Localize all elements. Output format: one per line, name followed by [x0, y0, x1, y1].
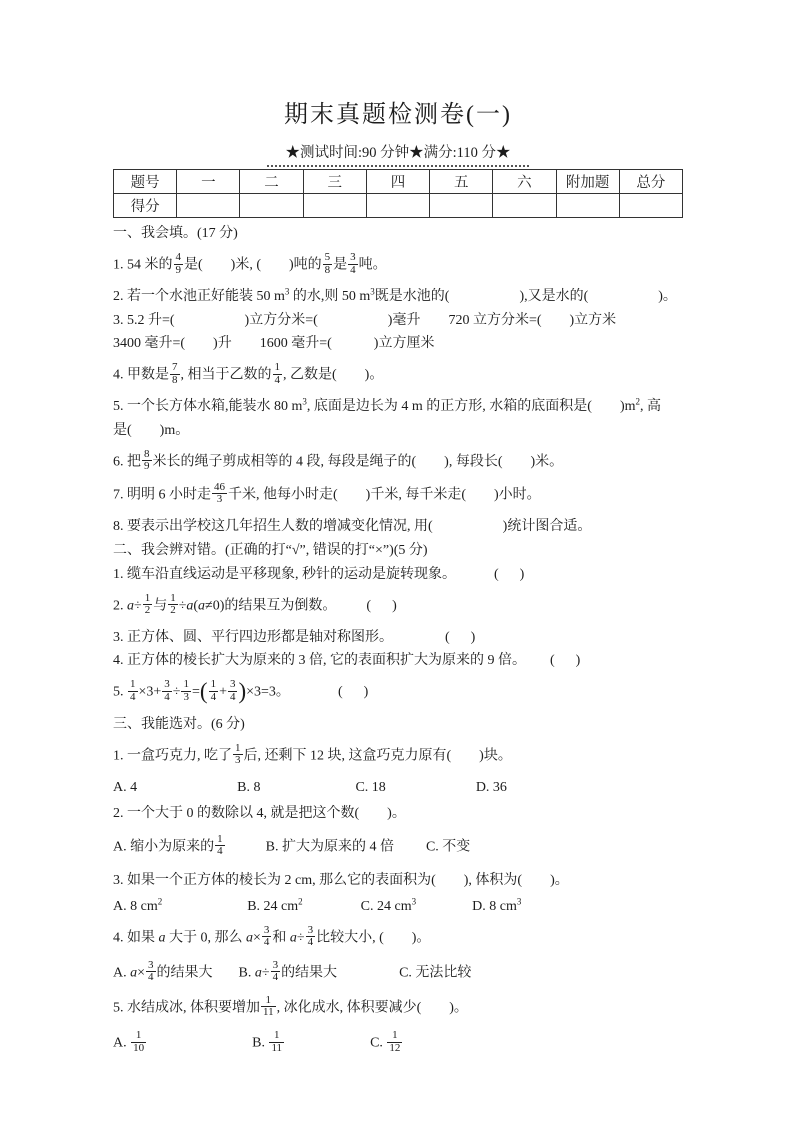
score-table-header-cell-4: 四: [366, 170, 429, 194]
spacer: [260, 790, 355, 791]
sec2-q2: 2. a÷ $\frac{1}{2}$ 与 $\frac{1}{2}$ ÷a(a≠0)的结果互为倒数。 ( ): [113, 591, 397, 617]
spacer: [394, 849, 426, 850]
variable: a: [130, 965, 138, 981]
variable: a: [289, 930, 297, 946]
sec2-q5: 5. $\frac{1}{4}$ ×3+ $\frac{3}{4}$ ÷ $\frac{1}{3}$ =( $\frac{1}{4}$ + $\frac{3}{4}$ )×3=3。 ( ): [113, 678, 369, 704]
fraction: $\frac{1}{10}$: [133, 1029, 145, 1054]
superscript: 2: [635, 396, 640, 407]
fraction: $\frac{1}{4}$: [210, 678, 217, 704]
fraction: $\frac{3}{4}$: [350, 251, 356, 276]
sec1-q2: 2. 若一个水池正好能装 50 $m^3$ 的水,则 50 $m^3$既是水池的( ),又是水的( )。: [113, 286, 677, 305]
variable: a: [186, 598, 194, 614]
big-paren: (: [199, 678, 208, 704]
exam-body: [113, 223, 683, 1055]
spacer: [303, 909, 361, 910]
score-table-header-cell-0: 题号: [114, 170, 177, 194]
score-cell-empty-8: [619, 194, 682, 218]
sec3-q4: 4. 如果 a 大于 0, 那么 a× $\frac{3}{4}$ 和 a÷ $\frac{3}{4}$ 比较大小, ( )。: [113, 923, 431, 949]
superscript: 3: [370, 286, 375, 297]
exam-meta-row: [113, 141, 683, 167]
superscript: 3: [411, 896, 417, 907]
fraction: $\frac{3}{4}$: [272, 958, 279, 984]
sec3-q3: 3. 如果一个正方体的棱长为 2 cm, 那么它的表面积为( ), 体积为( )。: [113, 872, 569, 888]
superscript: 3: [284, 286, 290, 297]
spacer: [147, 1045, 252, 1046]
spacer: [226, 849, 266, 850]
superscript: 3: [302, 396, 307, 407]
variable: a: [198, 598, 206, 614]
fraction: $\frac{1}{2}$: [170, 591, 176, 617]
sec3-q3-options: A. 8 $cm^2$ B. 24 $cm^2$ C. 24 $cm^3$ D. 8 $cm^3$: [113, 896, 522, 914]
sec1-q7: 7. 明明 6 小时走 $\frac{46}{3}$ 千米, 他每小时走( )千米, 每千米走( )小时。: [113, 480, 541, 506]
fraction: $\frac{1}{2}$: [144, 591, 151, 617]
sec3-q1: 1. 一盒巧克力, 吃了 $\frac{1}{3}$ 后, 还剩下 12 块, 这盒巧克力原有( )块。: [113, 741, 512, 767]
fraction: $\frac{3}{4}$: [307, 923, 314, 949]
spacer: [416, 909, 472, 910]
sec1-q5-line2: 是( )m。: [113, 422, 190, 438]
fraction: $\frac{46}{3}$: [214, 480, 225, 506]
spacer: [456, 577, 494, 578]
spacer: [393, 640, 445, 641]
superscript: 2: [298, 896, 303, 907]
fraction: $\frac{1}{3}$: [235, 741, 241, 767]
sec2-q3: 3. 正方体、圆、平行四边形都是轴对称图形。 ( ): [113, 629, 476, 645]
fraction: $\frac{3}{4}$: [164, 678, 170, 704]
score-cell-empty-6: [493, 194, 556, 218]
sec3-q2-options: A. 缩小为原来的 $\frac{1}{4}$ B. 扩大为原来的 4 倍 C. 不变: [113, 832, 471, 858]
score-cell-empty-5: [430, 194, 493, 218]
fraction: $\frac{3}{4}$: [229, 678, 236, 704]
score-table-header-cell-5: 五: [430, 170, 493, 194]
fraction: $\frac{3}{4}$: [148, 958, 154, 984]
fraction: $\frac{8}{9}$: [144, 447, 150, 473]
fraction: $\frac{7}{8}$: [172, 361, 178, 386]
variable: a: [246, 930, 253, 946]
page-title: 期末真题检测卷(一): [284, 102, 512, 128]
fraction: $\frac{1}{4}$: [274, 361, 280, 386]
sec2-q4: 4. 正方体的棱长扩大为原来的 3 倍, 它的表面积扩大为原来的 9 倍。 ( ): [113, 653, 581, 669]
score-table-header-cell-6: 六: [493, 170, 556, 194]
big-paren: ): [238, 678, 247, 704]
superscript: 3: [516, 896, 522, 907]
sec2-heading: 二、我会辨对错。(正确的打“√”, 错误的打“×”)(5 分): [113, 542, 428, 558]
score-table-header-cell-8: 总分: [619, 170, 682, 194]
fraction: $\frac{1}{4}$: [217, 832, 223, 858]
spacer: [337, 975, 399, 976]
score-table-header-row: [114, 170, 683, 194]
spacer: [386, 790, 476, 791]
spacer: [526, 663, 550, 664]
sec1-q3-line2: 3400 毫升=( )升 1600 毫升=( )立方厘米: [113, 336, 435, 352]
score-table-header-cell-3: 三: [303, 170, 366, 194]
score-cell-empty-4: [366, 194, 429, 218]
spacer: [162, 909, 247, 910]
score-cell-empty-2: [240, 194, 303, 218]
fraction: $\frac{1}{11}$: [271, 1029, 283, 1054]
sec1-q3-line1: 3. 5.2 升=( )立方分米=( )毫升 720 立方分米=( )立方米: [113, 312, 617, 328]
score-table-header-cell-1: 一: [177, 170, 240, 194]
score-cell-empty-3: [303, 194, 366, 218]
sec2-q1: 1. 缆车沿直线运动是平移现象, 秒针的运动是旋转现象。 ( ): [113, 566, 525, 582]
fraction: $\frac{3}{4}$: [263, 923, 270, 949]
exam-meta: ★测试时间:90 分钟★满分:110 分★: [267, 141, 528, 167]
sec3-q5-options: A. $\frac{1}{10}$ B. $\frac{1}{11}$ C. $\frac{1}{12}$: [113, 1031, 683, 1055]
spacer: [290, 695, 338, 696]
score-table: [113, 169, 683, 218]
sec1-q1: 1. 54 米的 $\frac{4}{9}$ 是( )米, ( )吨的 $\frac{5}{8}$ 是 $\frac{3}{4}$ 吨。: [113, 251, 387, 276]
score-table-score-row: [114, 194, 683, 218]
sec1-q6: 6. 把 $\frac{8}{9}$ 米长的绳子剪成相等的 4 段, 每段是绳子的( ), 每段长( )米。: [113, 447, 564, 473]
variable: a: [158, 930, 166, 946]
sec3-heading: 三、我能选对。(6 分): [113, 716, 245, 732]
sec3-q5: 5. 水结成冰, 体积要增加 $\frac{1}{11}$ , 冰化成水, 体积要减少( )。: [113, 993, 468, 1019]
sec1-heading: 一、我会填。(17 分): [113, 226, 238, 241]
score-cell-empty-1: [177, 194, 240, 218]
sec3-q2: 2. 一个大于 0 的数除以 4, 就是把这个数( )。: [113, 805, 406, 821]
spacer: [336, 608, 366, 609]
fraction: $\frac{4}{9}$: [175, 251, 181, 276]
superscript: 2: [157, 896, 163, 907]
sec3-q4-options: A. a× $\frac{3}{4}$ 的结果大 B. a÷ $\frac{3}{4}$ 的结果大 C. 无法比较: [113, 958, 472, 984]
fraction: $\frac{1}{4}$: [130, 678, 136, 704]
score-cell-empty-7: [556, 194, 619, 218]
sec1-q8: 8. 要表示出学校这几年招生人数的增减变化情况, 用( )统计图合适。: [113, 518, 592, 534]
sec1-q4: 4. 甲数是 $\frac{7}{8}$ , 相当于乙数的 $\frac{1}{4}$ , 乙数是( )。: [113, 361, 384, 386]
spacer: [213, 975, 239, 976]
fraction: $\frac{1}{11}$: [263, 993, 274, 1019]
variable: a: [254, 965, 262, 981]
sec1-q5-line1: 5. 一个长方体水箱,能装水 80 $m^3$, 底面是边长为 4 m 的正方形, 水箱的底面积是( )$m^2$, 高: [113, 396, 661, 415]
fraction: $\frac{1}{12}$: [389, 1029, 401, 1054]
fraction: $\frac{5}{8}$: [324, 251, 331, 276]
score-row-label-cell: 得分: [114, 194, 177, 218]
spacer: [285, 1045, 370, 1046]
fraction: $\frac{1}{3}$: [183, 678, 189, 704]
variable: a: [127, 598, 134, 614]
sec3-q1-options: A. 4 B. 8 C. 18 D. 36: [113, 779, 507, 795]
score-table-header-cell-2: 二: [240, 170, 303, 194]
score-table-header-cell-7: 附加题: [556, 170, 619, 194]
spacer: [137, 790, 237, 791]
